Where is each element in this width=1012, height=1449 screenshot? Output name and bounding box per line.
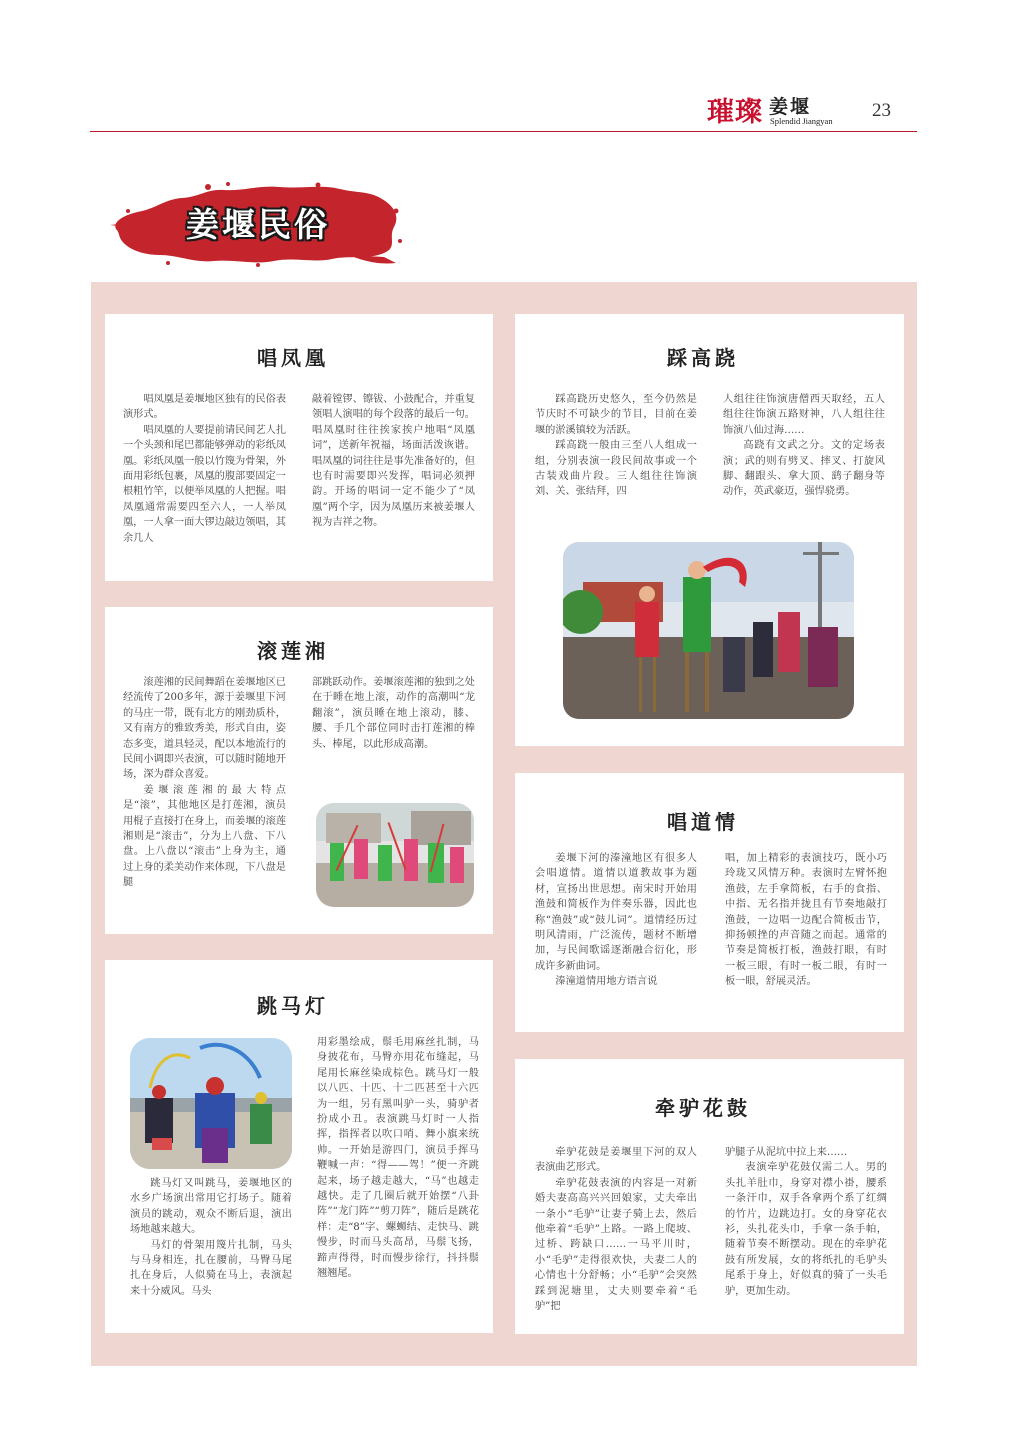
article-card-caigaoqiao	[515, 314, 904, 746]
paragraph: 敲着镗锣、镲钹、小鼓配合，并重复领唱人演唱的每个段落的最后一句。唱凤凰时往往挨家挨户地唱“凤凰词”，送新年祝福，场面活泼诙谐。唱凤凰的词往往是事先准备好的，但也有时需要即兴发挥，唱词必须押韵。开场的唱词一定不能少了“凤凰”两个字，因为凤凰历来被姜堰人视为吉祥之物。	[312, 394, 475, 529]
article-column-1	[123, 392, 286, 546]
article-title: 牵驴花鼓	[655, 1096, 751, 1120]
paragraph: 踩高跷一般由三至八人组成一组，分别表演一段民间故事或一个古装戏曲片段。三人组往往饰演刘、关、张结拜，四	[535, 440, 697, 498]
article-column-2	[317, 1035, 479, 1282]
paragraph: 高跷有文武之分。文的定场表演；武的则有劈叉、摔叉、打旋风脚、翻跟头、拿大顶、鹞子翻身等动作，英武豪迈，强悍骁勇。	[723, 440, 885, 498]
article-column-1	[123, 675, 286, 891]
article-title: 唱凤凰	[257, 346, 329, 370]
paragraph: 姜堰滚莲湘的最大特点是“滚”，其他地区是打莲湘，演员用棍子直接打在身上，而姜堰的滚莲湘则是“滚击”，分为上八盘、下八盘。上八盘以“滚击”上身为主，通过上身的柔美动作来体现，下八盘是腿	[123, 784, 286, 889]
section-title: 姜堰民俗	[186, 205, 330, 244]
article-title: 滚莲湘	[257, 639, 329, 663]
paragraph: 人组往往饰演唐僧西天取经，五人组往往饰演五路财神，八人组往往饰演八仙过海……	[723, 394, 885, 436]
article-column-2	[723, 392, 885, 500]
paragraph: 唱凤凰的人要提前请民间艺人扎一个头颈和尾巴都能够弹动的彩纸凤凰。彩纸凤凰一般以竹篾为骨架，外面用彩纸包裹，凤凰的腹部要固定一根粗竹竿，以便举凤凰的人把握。唱凤凰通常需要四至六人，一人举凤凰，一人拿一面大锣边敲边领唱，其余几人	[123, 424, 287, 544]
article-title: 踩高跷	[667, 346, 739, 370]
article-column-1	[535, 392, 697, 500]
article-column-2	[725, 1145, 887, 1299]
paragraph: 驴腿子从泥坑中拉上来……	[725, 1147, 848, 1158]
paragraph: 唱凤凰是姜堰地区独有的民俗表演形式。	[123, 394, 287, 421]
lianxiang-dance-photo	[316, 803, 474, 907]
article-title: 跳马灯	[257, 994, 329, 1018]
paragraph: 部跳跃动作。姜堰滚莲湘的独到之处在于睡在地上滚，动作的高潮叫“龙翻滚”，演员睡在地上滚动，膝、腰、手几个部位同时击打莲湘的棒头、棒尾，以此形成高潮。	[312, 677, 475, 750]
article-column-2	[312, 675, 475, 752]
paragraph: 唱，加上精彩的表演技巧，既小巧玲珑又风情万种。表演时左臂怀抱渔鼓，左手拿简板，右手的食指、中指、无名指并拢且有节奏地敲打渔鼓，一边唱一边配合简板击节，抑扬顿挫的声音随之而起。通常的节奏是简板打板，渔鼓打眼，有时一板三眼，有时一板二眼，有时一板一眼，舒展灵活。	[725, 853, 887, 988]
paragraph: 溱潼道情用地方语言说	[555, 976, 658, 988]
article-card-changdaoqing	[515, 773, 904, 1032]
page-number: 23	[872, 100, 891, 121]
article-card-changfenghuang	[105, 314, 493, 581]
article-column-2	[725, 851, 887, 990]
masthead	[90, 88, 917, 132]
paragraph: 姜堰下河的溱潼地区有很多人会唱道情。道情以道教故事为题材，宣扬出世思想。南宋时开始用渔鼓和简板作为伴奏乐器，因此也称“渔鼓”或“鼓儿词”。道情经历过明风清雨，广泛流传，题材不断增加，与民间歌谣逐渐融合衍化，形成许多新曲词。	[535, 853, 697, 972]
article-column-1	[535, 1145, 697, 1314]
paragraph: 用彩墨绘成，鬃毛用麻丝扎制，马身披花布，马臀亦用花布缝起，马尾用长麻丝染成棕色。跳马灯一般以八匹、十匹、十二匹甚至十六匹为一组，另有黑叫驴一头，骑驴者扮成小丑。表演跳马灯时一人指挥，指挥者以吹口哨、舞小旗来统帅。一开始是游四门，演员手挥马鞭喊一声：“得——驾！”便一齐跳起来，场子越走越大，“马”也越走越快。走了几圈后就开始摆“八卦阵”“龙门阵”“剪刀阵”，随后是跳花样：走“8”字、螺蛳结、走快马、跳慢步，时而马头高昂，马鬃飞扬，蹄声得得，时而慢步徐行，抖抖鬃翘翘尾。	[317, 1037, 479, 1280]
stilt-walking-photo	[563, 542, 854, 719]
article-card-tiaomadeng	[105, 960, 493, 1333]
article-column-1	[535, 851, 697, 990]
paragraph: 牵驴花鼓是姜堰里下河的双人表演曲艺形式。	[535, 1147, 697, 1174]
brand-title: 璀璨	[707, 97, 763, 127]
horse-lantern-photo	[130, 1038, 292, 1169]
place-title: 姜堰	[769, 97, 812, 118]
article-title: 唱道情	[667, 810, 739, 834]
article-column-1	[130, 1176, 292, 1299]
article-card-qianlvhuagu	[515, 1059, 904, 1334]
article-column-2	[312, 392, 475, 531]
english-subtitle: Splendid Jiangyan	[770, 116, 833, 126]
paragraph: 滚莲湘的民间舞蹈在姜堰地区已经流传了200多年，源于姜堰里下河的马庄一带，既有北方的刚劲质朴，又有南方的雅致秀美，形式自由，姿态多变，道具轻灵，配以本地流行的民间小调即兴表演，可以随时随地开场，深为群众喜爱。	[123, 677, 287, 781]
paragraph: 表演牵驴花鼓仅需二人。男的头扎羊肚巾，身穿对襟小褂，腰系一条汗巾，双手各拿两个系了红绸的竹片，边跳边打。女的身穿花衣衫，头扎花头巾，手拿一条手帕，随着节奏不断摆动。现在的牵驴花鼓有所发展，女的将纸扎的毛驴头尾系于身上，好似真的骑了一头毛驴，更加生动。	[725, 1162, 887, 1297]
paragraph: 牵驴花鼓表演的内容是一对新婚夫妻高高兴兴回娘家，丈夫牵出一条小“毛驴”让妻子骑上去，然后他牵着“毛驴”上路。一路上爬坡、过桥、跨缺口……一马平川时，小“毛驴”走得很欢快，夫妻二人的心情也十分舒畅；小“毛驴”会突然踩到泥塘里，丈夫则要牵着“毛驴”把	[535, 1177, 697, 1313]
article-card-gunlianxiang	[105, 607, 493, 934]
paragraph: 马灯的骨架用篾片扎制，马头与马身相连，扎在腰前，马臀马尾扎在身后，人似骑在马上，表演起来十分威风。马头	[130, 1239, 292, 1297]
paragraph: 踩高跷历史悠久，至今仍然是节庆时不可缺少的节目，目前在姜堰的淤溪镇较为活跃。	[535, 394, 697, 436]
paragraph: 跳马灯又叫跳马，姜堰地区的水乡广场演出常用它打场子。随着演员的跳动，观众不断后退，演出场地越来越大。	[130, 1178, 292, 1236]
